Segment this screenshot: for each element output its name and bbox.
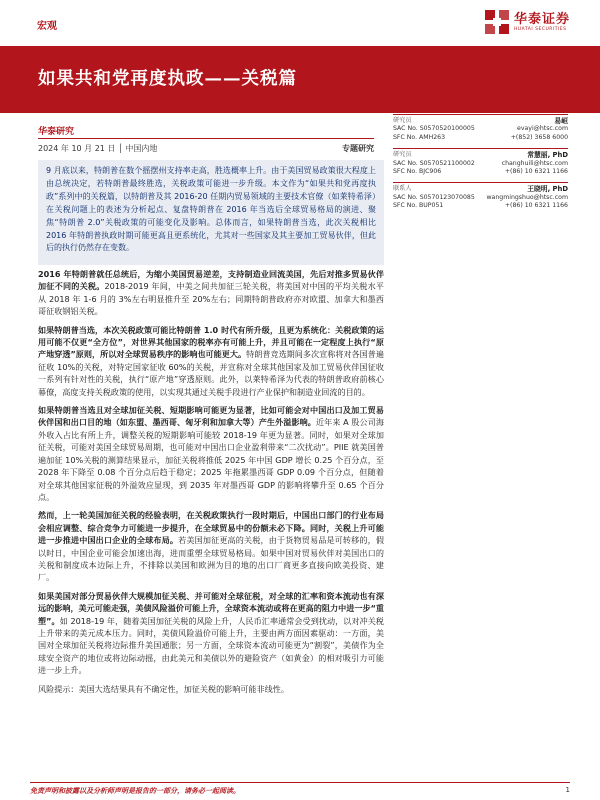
paragraph-lead: 2016 年特朗普就任总统后，为缩小美国贸易逆差，支持制造业回流美国，先后对推多贸易伙伴加征不同的关税。 [38,269,384,292]
risk-warning [38,683,384,695]
logo-mark-icon [485,10,509,34]
report-date: 2024 年 10 月 21 日 [38,144,116,153]
page-number: 1 [565,786,570,794]
report-body [38,268,384,701]
body-paragraph [38,324,384,398]
paragraph-text: 风险提示：美国大选结果具有不确定性，加征关税的影响可能非线性。 [38,683,289,694]
analyst-phone: +(852) 3658 6000 [510,133,568,141]
summary-box [38,160,384,265]
paragraph-text: 2018-2019 年间，中美之间共加征三轮关税，将美国对中国的平均关税水平从 2018 年 1-6 月的 3%左右明显推升至 20%左右；同期特朗普政府亦对欧盟、加拿大和墨西哥征收钢铝关税。 [38,281,384,317]
research-brand: 华泰研究 [38,127,75,137]
paragraph-text: 如 2018-19 年，随着美国加征关税的风险上升，人民币汇率通常会受到扰动，以对冲关税上升带来的美元成本压力。同时，美债风险溢价可能上升，主要由两方面因素驱动：一方面，美国对全球加征关税将边际推升美国通胀；另一方面，全球资本流动可能更为“割裂”，美债作为全球安全资产的地位或将边际动摇，由此美元和美债以外的避险资产（如黄金）的相对吸引力可能进一步上升。 [38,615,384,676]
paragraph-lead: 然而，上一轮美国加征关税的经验表明，在关税政策执行一段时期后，中国出口部门的行业布局会相应调整、综合竞争力可能进一步提升，在全球贸易中的份额未必下降。同时，关税上升可能进一步推进中国出口企业的全球布局。 [38,510,384,546]
report-meta [38,138,374,154]
report-title: 如果共和党再度执政——关税篇 [38,69,297,89]
title-banner [0,46,600,113]
analyst-name: 王晓明, PhD [527,185,568,194]
analyst-sfc: SFC No. BUP051 [393,202,444,210]
report-type: 专题研究 [342,144,374,153]
disclaimer: 免责声明和披露以及分析师声明是报告的一部分，请务必一起阅读。 [30,787,240,795]
paragraph-lead: 如果特朗普当选且对全球加征关税、短期影响可能更为显著，比如可能会对中国出口及加工贸易伙伴国和出口目的地（如东盟、墨西哥、匈牙利和加拿大等）产生外溢影响。 [38,405,384,428]
analyst-panel [393,114,568,217]
body-paragraph [38,590,384,677]
analyst-card [393,114,568,142]
analyst-role: 研究员 [393,151,412,159]
analyst-sac: SAC No. S0570521100002 [393,159,475,167]
summary-text: 9 月底以来，特朗普在数个摇摆州支持率走高，胜选概率上升。由于美国贸易政策很大程度上由总统决定，若特朗普最终胜选，关税政策可能进一步升级。本文作为“如果共和党再度执政”系列中的关税篇，以特朗普及其 2016-20 任期内贸易领域的主要技术官僚（如莱特希泽）在关税问题上的表述为分析起点、复盘特朗普在 2016 年当选后全球贸易格局的演进、聚焦“特朗普 2.0”关税政策的可能变化及影响。总体而言，如果特朗普当选，此次关税相比 2016 年特朗普执政时期可能更高且更系统化，尤其对一些国家及其主要加工贸易伙伴，但此后的执行仍然存在变数。 [46,166,376,253]
body-paragraph [38,268,384,318]
paragraph-text: 近年来 A 股公司海外收入占比有所上升，调整关税的短期影响可能较 2018-19 年更为显著。同时，如果对全球加征关税，可能对美国全球贸易周期，也可能对中国出口企业盈利带来“二次扰动”。PIIE 就美国普遍加征 10%关税的测算结果显示，加征关税将推低 2025 年中国 GDP 增长 0.25 个百分点，至 2028 年下降至 0.08 个百分点后趋于稳定；2025 年拖累墨西哥 GDP 0.09 个百分点，但随着对全球其他国家征税的外溢效应显现，到 2035 年对墨西哥 GDP 的影响将攀升至 0.65 个百分点。 [38,417,384,502]
analyst-email[interactable]: wangmingshuo@htsc.com [486,193,568,201]
analyst-role: 联系人 [393,185,412,193]
analyst-card [393,148,568,176]
company-logo [485,10,570,34]
paragraph-text: 若美国加征更高的关税，由于货物贸易品是可转移的，假以时日，中国企业可能会加速出海，进而重塑全球贸易格局。如果中国对贸易伙伴对美国出口的关税和制度成本边际上升，不排除以美国和欧洲为目的地的出口厂商更多直接向欧美投资、建厂。 [38,535,384,583]
paragraph-lead: 如果特朗普当选，本次关税政策可能比特朗普 1.0 时代有所升级，且更为系统化：关税政策的运用可能不仅更“全方位”，对世界其他国家的税率亦有可能上升，并且可能在一定程度上执行“原产地穿透”原则，所以对全球贸易秩序的影响也可能更大。 [38,324,384,360]
report-region: 中国内地 [125,144,158,153]
analyst-sac: SAC No. S0570520100005 [393,125,475,133]
logo-text-cn: 华泰证券 [513,11,570,27]
analyst-phone: +(86) 10 6321 1166 [504,202,568,210]
analyst-role: 研究员 [393,117,412,124]
analyst-phone: +(86) 10 6321 1166 [504,168,568,176]
analyst-name: 常慧丽, PhD [527,151,568,160]
analyst-sfc: SFC No. AMH263 [393,133,446,141]
report-category: 宏观 [37,21,57,32]
analyst-sac: SAC No. S0570123070085 [393,193,475,201]
analyst-card [393,182,568,210]
body-paragraph [38,404,384,503]
analyst-email[interactable]: evayi@htsc.com [517,125,568,133]
paragraph-lead: 如果美国对部分贸易伙伴大规模加征关税、并可能对全球征税，对全球的汇率和资本流动也有深远的影响，美元可能走强，美债风险溢价可能上升，全球资本流动或将在更高的阻力中进一步“重塑”。 [38,590,384,626]
analyst-name: 易峘 [554,117,568,125]
logo-text-en: HUATAI SECURITIES [513,26,567,32]
analyst-email[interactable]: changhuili@htsc.com [501,159,568,167]
report-date-region: 2024 年 10 月 21 日 │ 中国内地 [38,144,158,153]
paragraph-text: 特朗普竞选期间多次宣称将对各国普遍征收 10%的关税，对特定国家征收 60%的关税，并宣称对全球其他国家及加工贸易伙伴国征收一系列有针对性的关税，执行“原产地”穿透原则。此外，以莱特希泽为代表的特朗普政府前核心幕僚，高度支持关税政策的使用，以实现其通过关税手段进行产业保护和制造业回流的目的。 [38,349,384,397]
body-paragraph [38,509,384,583]
page-footer [30,782,570,796]
analyst-sfc: SFC No. BJC906 [393,168,442,176]
